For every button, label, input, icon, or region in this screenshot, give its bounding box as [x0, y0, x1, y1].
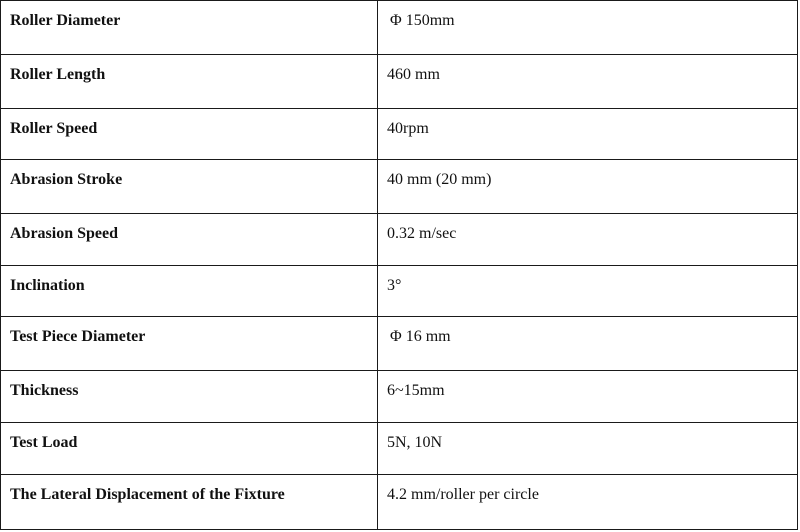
table-row-abrasion-stroke — [1, 160, 797, 214]
table-row-lateral-displacement — [1, 475, 797, 529]
row-label: Test Load — [1, 423, 378, 474]
row-label: Roller Diameter — [1, 1, 378, 54]
row-value: 40 mm (20 mm) — [387, 171, 492, 188]
row-label: Test Piece Diameter — [1, 317, 378, 370]
row-value — [378, 317, 798, 370]
table-row-inclination — [1, 266, 797, 317]
table-row-test-load — [1, 423, 797, 475]
table-row-thickness — [1, 371, 797, 423]
row-label: Inclination — [1, 266, 378, 316]
table-row-roller-speed — [1, 109, 797, 160]
row-value — [378, 1, 798, 54]
row-value-text: Φ 16 mm — [390, 328, 451, 345]
row-value: 460 mm — [387, 66, 440, 83]
table-row-test-piece-diameter — [1, 317, 797, 371]
row-value: 5N, 10N — [387, 434, 443, 451]
table-row-roller-diameter — [1, 1, 797, 55]
row-value: 4.2 mm/roller per circle — [387, 486, 539, 503]
table-row-abrasion-speed — [1, 214, 797, 266]
row-value: 6~15mm — [387, 382, 445, 399]
row-value: 40rpm — [387, 120, 429, 137]
row-value-text: Φ 150mm — [390, 12, 455, 29]
row-label: Abrasion Stroke — [1, 160, 378, 213]
row-label: Roller Length — [1, 55, 378, 108]
row-value: 3° — [387, 277, 402, 294]
table-row-roller-length — [1, 55, 797, 109]
row-label: The Lateral Displacement of the Fixture — [1, 475, 378, 529]
row-label: Roller Speed — [1, 109, 378, 159]
row-value: 0.32 m/sec — [387, 225, 457, 242]
row-label: Thickness — [1, 371, 378, 422]
row-label: Abrasion Speed — [1, 214, 378, 265]
